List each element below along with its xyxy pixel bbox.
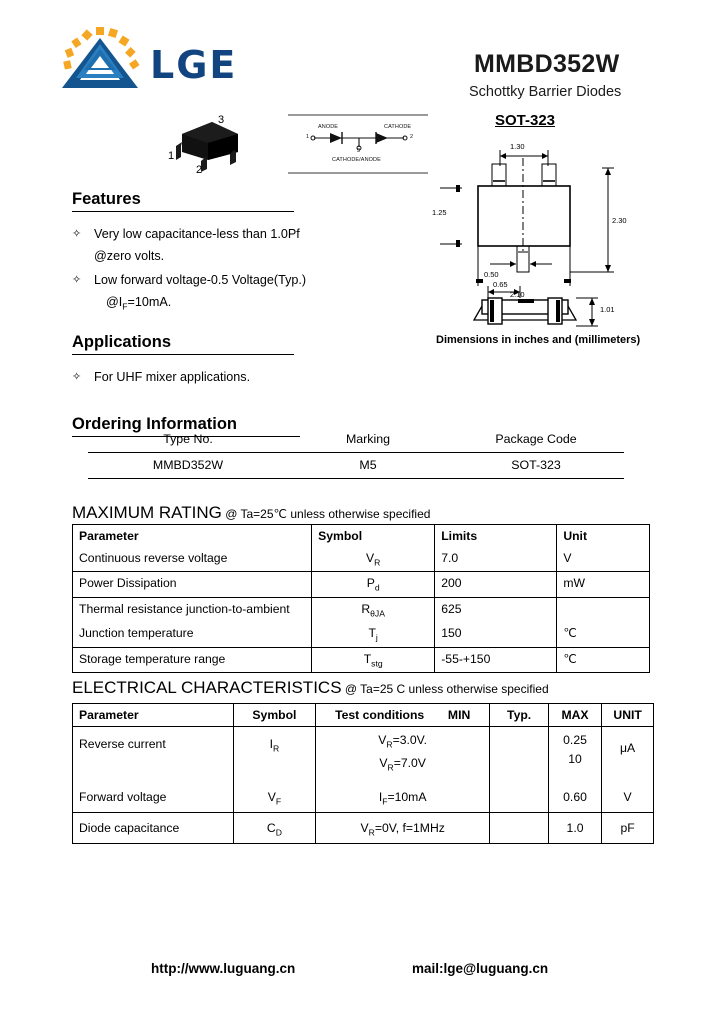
- dim-top-width: 1.30: [510, 142, 525, 151]
- col-test-conditions: [315, 704, 489, 727]
- schematic-bottom-rule: [288, 172, 428, 174]
- symbol-sub: θJA: [370, 608, 385, 619]
- cell-test-conditions: [315, 782, 489, 813]
- cell-unit: μA: [602, 727, 654, 782]
- cond1-post: =0V, f=1MHz: [374, 820, 445, 835]
- electrical-characteristics-caption: [72, 678, 549, 698]
- table-row: [73, 812, 654, 843]
- symbol-base: V: [267, 789, 276, 804]
- maximum-rating-caption: [72, 503, 430, 523]
- cond2-pre: V: [379, 756, 388, 771]
- cell-unit: V: [602, 782, 654, 813]
- symbol-sub: d: [374, 582, 380, 593]
- cell-symbol: [312, 547, 435, 572]
- page-header: [0, 0, 720, 108]
- pin-label-2: 2: [196, 164, 203, 176]
- cell-parameter: Continuous reverse voltage: [73, 547, 312, 572]
- cell-limits: -55-+150: [435, 647, 557, 672]
- maximum-rating-condition: @ Ta=25℃ unless otherwise specified: [225, 507, 431, 521]
- company-logo: [58, 22, 298, 94]
- cell-type-no: MMBD352W: [88, 453, 288, 479]
- col-min: MIN: [447, 708, 471, 722]
- symbol-base: T: [363, 651, 372, 666]
- logo-wordmark: LGE: [150, 43, 238, 87]
- maximum-rating-title: MAXIMUM RATING: [72, 503, 222, 522]
- cond1-sub: R: [386, 739, 393, 750]
- cell-unit: ℃: [557, 647, 650, 672]
- dim-lead-width: 0.50: [484, 270, 499, 279]
- diamond-bullet-icon: ✧: [72, 370, 82, 383]
- dim-side-height: 1.01: [600, 305, 615, 314]
- package-type-title: SOT-323: [495, 112, 556, 129]
- table-row: [73, 727, 654, 782]
- cell-symbol: [312, 647, 435, 672]
- dim-right-height: 2.30: [612, 216, 627, 225]
- cell-symbol: [233, 727, 315, 782]
- ordering-information-table: [88, 427, 624, 479]
- pin-label-1: 1: [168, 150, 175, 162]
- diamond-bullet-icon: ✧: [72, 274, 82, 286]
- cell-typ: [490, 727, 548, 782]
- page-subtitle: Schottky Barrier Diodes: [469, 84, 622, 100]
- cell-max: [548, 727, 601, 782]
- feature-if-sub: F: [122, 301, 128, 312]
- table-row: [73, 647, 650, 672]
- cell-symbol: [233, 812, 315, 843]
- page-title: MMBD352W: [474, 50, 620, 78]
- condition-line-1: [322, 731, 483, 754]
- symbol-sub: j: [375, 632, 378, 643]
- col-typ: Typ.: [490, 704, 548, 727]
- cell-unit: [557, 597, 650, 622]
- symbol-base: R: [361, 601, 371, 616]
- cond1-pre: V: [360, 820, 369, 835]
- applications-heading: Applications: [72, 333, 294, 355]
- schematic-pin-3: 3: [357, 148, 361, 154]
- max-line-1: 0.25: [563, 733, 587, 747]
- dim-side-pitch: 0.65: [493, 280, 508, 289]
- cell-parameter: Reverse current: [73, 727, 234, 782]
- col-parameter: Parameter: [73, 525, 312, 548]
- cell-parameter: Storage temperature range: [73, 647, 312, 672]
- cond1-sub: F: [382, 796, 388, 807]
- max-line-2: 10: [568, 752, 582, 766]
- cell-limits: 150: [435, 622, 557, 647]
- cond2-post: =7.0V: [393, 756, 426, 771]
- cell-typ: [490, 782, 548, 813]
- dim-bottom-width: 2.10: [510, 290, 525, 299]
- cell-limits: 200: [435, 572, 557, 597]
- lge-mountain-logo-icon: [58, 22, 142, 94]
- cond1-pre: V: [378, 733, 387, 747]
- cell-symbol: [233, 782, 315, 813]
- circuit-schematic: [288, 114, 428, 176]
- footer-website-link[interactable]: http://www.luguang.cn: [151, 961, 296, 976]
- cell-test-conditions: [315, 812, 489, 843]
- cond1-sub: R: [368, 827, 375, 838]
- pin-label-3: 3: [218, 114, 225, 126]
- cell-test-conditions: [315, 727, 489, 782]
- dimension-units-caption: Dimensions in inches and (millimeters): [436, 334, 641, 346]
- cond1-pre: I: [378, 789, 383, 804]
- feature-item-2: [72, 270, 402, 290]
- symbol-sub: R: [273, 743, 280, 754]
- application-item-1: [72, 367, 402, 387]
- symbol-sub: stg: [371, 658, 383, 669]
- cond1-post: =10mA: [387, 789, 427, 804]
- symbol-base: I: [269, 737, 274, 751]
- cell-symbol: [312, 622, 435, 647]
- schematic-pin-1: 1: [306, 134, 310, 140]
- cell-unit: V: [557, 547, 650, 572]
- package-3d-illustration: [168, 112, 250, 180]
- table-header-row: [88, 427, 624, 453]
- cell-parameter: Junction temperature: [73, 622, 312, 647]
- col-unit: Unit: [557, 525, 650, 548]
- cell-unit: mW: [557, 572, 650, 597]
- cond2-sub: R: [387, 762, 394, 773]
- feature-item-2-line2: [106, 292, 402, 317]
- dim-left-height: 1.25: [432, 208, 447, 217]
- table-row: [73, 782, 654, 813]
- col-symbol: Symbol: [312, 525, 435, 548]
- electrical-characteristics-table: [72, 703, 654, 844]
- ordering-heading: Ordering Information: [72, 415, 300, 437]
- table-row: [88, 453, 624, 479]
- package-dimension-drawing: [430, 112, 680, 357]
- col-test-conditions-label: Test conditions: [335, 708, 425, 722]
- footer-email-link[interactable]: mail:lge@luguang.cn: [412, 961, 549, 976]
- symbol-base: T: [368, 626, 376, 641]
- col-parameter: Parameter: [73, 704, 234, 727]
- table-row: [73, 547, 650, 572]
- electrical-condition: @ Ta=25 C unless otherwise specified: [344, 682, 549, 696]
- cell-symbol: [312, 597, 435, 622]
- schematic-cathode-label: CATHODE: [384, 124, 412, 130]
- symbol-sub: D: [275, 827, 282, 838]
- feature-item-1-line1: Very low capacitance-less than 1.0Pf: [94, 227, 300, 241]
- col-max: MAX: [548, 704, 601, 727]
- cell-limits: 7.0: [435, 547, 557, 572]
- diamond-bullet-icon: ✧: [72, 228, 82, 240]
- cell-parameter: Forward voltage: [73, 782, 234, 813]
- symbol-base: V: [365, 551, 375, 565]
- symbol-sub: F: [275, 796, 282, 807]
- col-package-code: Package Code: [448, 427, 624, 453]
- cell-parameter: Power Dissipation: [73, 572, 312, 597]
- maximum-rating-table: [72, 524, 650, 673]
- cell-max: 0.60: [548, 782, 601, 813]
- symbol-base: P: [366, 576, 375, 591]
- electrical-title: ELECTRICAL CHARACTERISTICS: [72, 678, 342, 697]
- condition-line-2: [322, 754, 483, 777]
- features-heading: Features: [72, 190, 294, 212]
- cell-parameter: Thermal resistance junction-to-ambient: [73, 597, 312, 622]
- feature-if-post: =10mA.: [127, 295, 172, 309]
- cell-max: 1.0: [548, 812, 601, 843]
- cell-unit: pF: [602, 812, 654, 843]
- cell-marking: M5: [288, 453, 448, 479]
- feature-item-2-line1: Low forward voltage-0.5 Voltage(Typ.): [94, 273, 307, 287]
- left-content-column: [72, 190, 402, 449]
- cell-parameter: Diode capacitance: [73, 812, 234, 843]
- cond1-post: =3.0V.: [392, 733, 428, 747]
- feature-item-1-line2: @zero volts.: [94, 249, 165, 263]
- symbol-sub: R: [374, 557, 381, 568]
- table-row: [73, 622, 650, 647]
- table-row: [73, 572, 650, 597]
- table-row: [73, 597, 650, 622]
- cell-package-code: SOT-323: [448, 453, 624, 479]
- table-header-row: [73, 525, 650, 548]
- col-type-no: Type No.: [88, 427, 288, 453]
- symbol-base: C: [266, 820, 276, 835]
- application-item-1-line1: For UHF mixer applications.: [94, 369, 251, 384]
- schematic-anode-label: ANODE: [318, 124, 339, 130]
- table-header-row: [73, 704, 654, 727]
- feature-if-pre: @I: [106, 295, 123, 309]
- col-symbol: Symbol: [233, 704, 315, 727]
- cell-typ: [490, 812, 548, 843]
- col-marking: Marking: [288, 427, 448, 453]
- cell-limits: 625: [435, 597, 557, 622]
- schematic-pin-2: 2: [410, 134, 414, 140]
- cell-symbol: [312, 572, 435, 597]
- col-limits: Limits: [435, 525, 557, 548]
- feature-item-1: [72, 224, 402, 244]
- col-unit: UNIT: [602, 704, 654, 727]
- schematic-middle-label: CATHODE/ANODE: [332, 157, 381, 163]
- cell-unit: ℃: [557, 622, 650, 647]
